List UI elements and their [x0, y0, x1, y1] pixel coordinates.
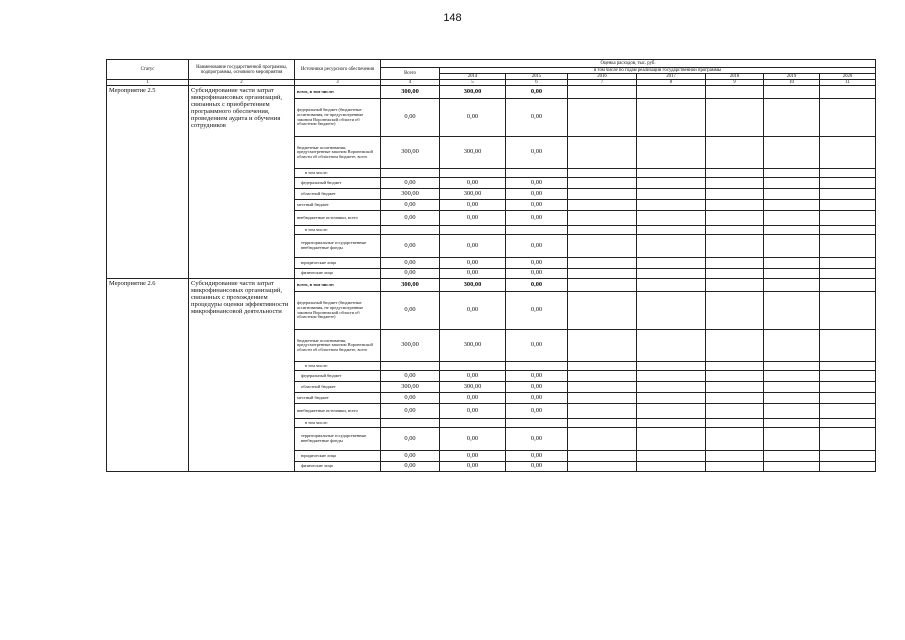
year-2018-cell — [706, 382, 764, 393]
year-2020-cell — [820, 419, 876, 428]
year-2017-cell — [637, 279, 706, 292]
column-index-6: 6 — [506, 80, 568, 86]
year-2018-cell — [706, 226, 764, 235]
year-2019-cell — [764, 137, 820, 169]
year-2020-cell — [820, 269, 876, 279]
header-name: Наименование государственной программы, подпрограммы, основного мероприятия — [189, 60, 295, 80]
year-2020-cell — [820, 330, 876, 362]
year-2020-cell — [820, 211, 876, 226]
year-2019-cell — [764, 200, 820, 211]
year-2018-cell — [706, 462, 764, 472]
year-2015-cell: 0,00 — [506, 99, 568, 137]
year-2019-cell — [764, 189, 820, 200]
year-2020-cell — [820, 362, 876, 371]
funding-source-cell: федеральный бюджет (бюджетные ассигнования, не предусмотренные законом Воронежской области об областном бюджете) — [295, 292, 381, 330]
year-2018-cell — [706, 419, 764, 428]
year-2015-cell: 0,00 — [506, 86, 568, 99]
total-cell — [381, 226, 440, 235]
year-2017-cell — [637, 226, 706, 235]
year-2019-cell — [764, 235, 820, 258]
funding-source-cell: областной бюджет — [295, 382, 381, 393]
year-2014-cell: 0,00 — [440, 99, 506, 137]
total-cell: 0,00 — [381, 200, 440, 211]
year-2019-cell — [764, 258, 820, 269]
total-cell: 0,00 — [381, 404, 440, 419]
year-2018-cell — [706, 279, 764, 292]
year-2016-cell — [568, 269, 637, 279]
year-2017-cell — [637, 393, 706, 404]
year-2015-cell: 0,00 — [506, 371, 568, 382]
funding-source-cell: всего, в том числе: — [295, 279, 381, 292]
year-2019-cell — [764, 226, 820, 235]
year-2014-cell: 0,00 — [440, 292, 506, 330]
year-2015-cell — [506, 169, 568, 178]
year-2015-cell: 0,00 — [506, 235, 568, 258]
year-2019-cell — [764, 269, 820, 279]
header-year-2017: 2017 — [637, 74, 706, 80]
funding-source-cell: внебюджетные источники, всего — [295, 211, 381, 226]
year-2014-cell: 0,00 — [440, 462, 506, 472]
header-status: Статус — [107, 60, 189, 80]
year-2020-cell — [820, 258, 876, 269]
funding-source-cell: в том числе: — [295, 419, 381, 428]
year-2014-cell — [440, 362, 506, 371]
total-cell — [381, 419, 440, 428]
year-2017-cell — [637, 292, 706, 330]
year-2014-cell: 0,00 — [440, 178, 506, 189]
funding-source-cell: местный бюджет — [295, 200, 381, 211]
total-cell: 0,00 — [381, 393, 440, 404]
total-cell: 0,00 — [381, 462, 440, 472]
funding-source-cell: бюджетные ассигнования, предусмотренные законом Воронежской области об областном бюджете, всего — [295, 330, 381, 362]
year-2017-cell — [637, 200, 706, 211]
funding-source-cell: физические лица — [295, 269, 381, 279]
year-2016-cell — [568, 169, 637, 178]
year-2016-cell — [568, 330, 637, 362]
year-2014-cell: 0,00 — [440, 235, 506, 258]
year-2016-cell — [568, 462, 637, 472]
year-2014-cell: 0,00 — [440, 258, 506, 269]
year-2018-cell — [706, 393, 764, 404]
year-2015-cell: 0,00 — [506, 330, 568, 362]
year-2017-cell — [637, 178, 706, 189]
year-2015-cell: 0,00 — [506, 279, 568, 292]
year-2016-cell — [568, 137, 637, 169]
year-2016-cell — [568, 226, 637, 235]
column-index-11: 11 — [820, 80, 876, 86]
year-2019-cell — [764, 292, 820, 330]
year-2018-cell — [706, 99, 764, 137]
year-2017-cell — [637, 99, 706, 137]
year-2018-cell — [706, 258, 764, 269]
year-2018-cell — [706, 362, 764, 371]
header-by-years: в том числе по годам реализации государственной программы — [440, 68, 876, 74]
year-2020-cell — [820, 404, 876, 419]
year-2018-cell — [706, 371, 764, 382]
column-index-7: 7 — [568, 80, 637, 86]
year-2014-cell — [440, 169, 506, 178]
year-2017-cell — [637, 404, 706, 419]
table-row — [107, 86, 876, 99]
year-2020-cell — [820, 371, 876, 382]
year-2017-cell — [637, 137, 706, 169]
year-2016-cell — [568, 200, 637, 211]
year-2015-cell: 0,00 — [506, 462, 568, 472]
funding-source-cell: федеральный бюджет — [295, 178, 381, 189]
year-2017-cell — [637, 382, 706, 393]
total-cell: 300,00 — [381, 330, 440, 362]
year-2020-cell — [820, 99, 876, 137]
measure-name-cell: Субсидирование части затрат микрофинансовых организаций, связанных с приобретением программного обеспечения, проведением аудита и обучения сотрудников — [189, 86, 295, 279]
year-2016-cell — [568, 393, 637, 404]
year-2015-cell: 0,00 — [506, 211, 568, 226]
year-2020-cell — [820, 178, 876, 189]
year-2017-cell — [637, 269, 706, 279]
year-2016-cell — [568, 86, 637, 99]
total-cell: 300,00 — [381, 189, 440, 200]
year-2014-cell: 300,00 — [440, 137, 506, 169]
year-2017-cell — [637, 371, 706, 382]
year-2017-cell — [637, 362, 706, 371]
year-2015-cell — [506, 419, 568, 428]
year-2019-cell — [764, 86, 820, 99]
year-2016-cell — [568, 362, 637, 371]
year-2015-cell: 0,00 — [506, 189, 568, 200]
year-2016-cell — [568, 451, 637, 462]
header-year-2020: 2020 — [820, 74, 876, 80]
header-year-2016: 2016 — [568, 74, 637, 80]
year-2018-cell — [706, 200, 764, 211]
year-2020-cell — [820, 169, 876, 178]
total-cell: 0,00 — [381, 292, 440, 330]
funding-source-cell: федеральный бюджет — [295, 371, 381, 382]
year-2020-cell — [820, 235, 876, 258]
total-cell — [381, 169, 440, 178]
year-2017-cell — [637, 258, 706, 269]
year-2019-cell — [764, 462, 820, 472]
year-2017-cell — [637, 211, 706, 226]
year-2019-cell — [764, 393, 820, 404]
funding-source-cell: юридические лица — [295, 258, 381, 269]
year-2016-cell — [568, 428, 637, 451]
year-2019-cell — [764, 178, 820, 189]
header-year-2018: 2018 — [706, 74, 764, 80]
header-year-2019: 2019 — [764, 74, 820, 80]
funding-source-cell: в том числе: — [295, 362, 381, 371]
year-2019-cell — [764, 382, 820, 393]
total-cell: 0,00 — [381, 428, 440, 451]
year-2017-cell — [637, 428, 706, 451]
year-2018-cell — [706, 451, 764, 462]
funding-source-cell: федеральный бюджет (бюджетные ассигнования, не предусмотренные законом Воронежской области об областном бюджете) — [295, 99, 381, 137]
year-2016-cell — [568, 404, 637, 419]
funding-source-cell: в том числе: — [295, 169, 381, 178]
year-2018-cell — [706, 189, 764, 200]
year-2017-cell — [637, 86, 706, 99]
column-index-1: 1 — [107, 80, 189, 86]
column-index-9: 9 — [706, 80, 764, 86]
year-2015-cell: 0,00 — [506, 178, 568, 189]
total-cell: 0,00 — [381, 269, 440, 279]
funding-source-cell: внебюджетные источники, всего — [295, 404, 381, 419]
year-2019-cell — [764, 419, 820, 428]
year-2018-cell — [706, 292, 764, 330]
year-2017-cell — [637, 462, 706, 472]
total-cell: 0,00 — [381, 211, 440, 226]
year-2020-cell — [820, 451, 876, 462]
funding-source-cell: бюджетные ассигнования, предусмотренные законом Воронежской области об областном бюджете, всего — [295, 137, 381, 169]
year-2019-cell — [764, 371, 820, 382]
year-2015-cell: 0,00 — [506, 269, 568, 279]
total-cell: 300,00 — [381, 279, 440, 292]
year-2016-cell — [568, 99, 637, 137]
funding-source-cell: областной бюджет — [295, 189, 381, 200]
year-2014-cell: 0,00 — [440, 211, 506, 226]
table-header — [107, 60, 876, 86]
column-index-5: 5 — [440, 80, 506, 86]
year-2017-cell — [637, 330, 706, 362]
total-cell: 0,00 — [381, 258, 440, 269]
funding-source-cell: всего, в том числе: — [295, 86, 381, 99]
year-2014-cell: 0,00 — [440, 371, 506, 382]
header-total: Всего — [381, 68, 440, 80]
year-2015-cell: 0,00 — [506, 292, 568, 330]
total-cell: 300,00 — [381, 137, 440, 169]
column-index-2: 2 — [189, 80, 295, 86]
column-index-4: 4 — [381, 80, 440, 86]
year-2018-cell — [706, 137, 764, 169]
header-source: Источники ресурсного обеспечения — [295, 60, 381, 80]
year-2018-cell — [706, 211, 764, 226]
year-2020-cell — [820, 189, 876, 200]
year-2014-cell: 300,00 — [440, 279, 506, 292]
total-cell: 0,00 — [381, 451, 440, 462]
year-2020-cell — [820, 86, 876, 99]
year-2014-cell: 0,00 — [440, 428, 506, 451]
total-cell: 0,00 — [381, 371, 440, 382]
year-2019-cell — [764, 451, 820, 462]
year-2016-cell — [568, 235, 637, 258]
year-2019-cell — [764, 330, 820, 362]
year-2019-cell — [764, 428, 820, 451]
year-2014-cell: 0,00 — [440, 393, 506, 404]
year-2014-cell: 300,00 — [440, 330, 506, 362]
total-cell: 0,00 — [381, 178, 440, 189]
year-2016-cell — [568, 382, 637, 393]
measure-name-cell: Субсидирование части затрат микрофинансовых организаций, связанных с прохождением процедуры оценки эффективности микрофинансовой деятельности — [189, 279, 295, 472]
funding-source-cell: территориальные государственные внебюджетные фонды — [295, 235, 381, 258]
year-2016-cell — [568, 258, 637, 269]
year-2020-cell — [820, 292, 876, 330]
year-2014-cell: 0,00 — [440, 269, 506, 279]
funding-source-cell: в том числе: — [295, 226, 381, 235]
year-2015-cell: 0,00 — [506, 393, 568, 404]
expense-table — [106, 59, 876, 472]
year-2014-cell — [440, 226, 506, 235]
year-2017-cell — [637, 451, 706, 462]
year-2016-cell — [568, 292, 637, 330]
table-body — [107, 86, 876, 472]
year-2017-cell — [637, 169, 706, 178]
header-year-2015: 2015 — [506, 74, 568, 80]
year-2018-cell — [706, 235, 764, 258]
year-2020-cell — [820, 382, 876, 393]
year-2016-cell — [568, 419, 637, 428]
header-estimate: Оценка расходов, тыс. руб. — [381, 60, 876, 68]
year-2015-cell: 0,00 — [506, 428, 568, 451]
page-number: 148 — [443, 12, 462, 24]
total-cell: 300,00 — [381, 86, 440, 99]
year-2019-cell — [764, 99, 820, 137]
year-2015-cell: 0,00 — [506, 258, 568, 269]
total-cell: 0,00 — [381, 235, 440, 258]
year-2020-cell — [820, 279, 876, 292]
year-2019-cell — [764, 211, 820, 226]
year-2018-cell — [706, 330, 764, 362]
year-2018-cell — [706, 404, 764, 419]
total-cell: 300,00 — [381, 382, 440, 393]
funding-source-cell: местный бюджет — [295, 393, 381, 404]
column-index-3: 3 — [295, 80, 381, 86]
year-2015-cell: 0,00 — [506, 404, 568, 419]
funding-source-cell: физические лица — [295, 462, 381, 472]
year-2015-cell — [506, 226, 568, 235]
year-2016-cell — [568, 371, 637, 382]
year-2015-cell: 0,00 — [506, 137, 568, 169]
status-cell: Мероприятие 2.6 — [107, 279, 189, 472]
year-2015-cell — [506, 362, 568, 371]
year-2015-cell: 0,00 — [506, 382, 568, 393]
year-2014-cell: 0,00 — [440, 404, 506, 419]
year-2014-cell: 300,00 — [440, 86, 506, 99]
year-2018-cell — [706, 269, 764, 279]
year-2020-cell — [820, 462, 876, 472]
year-2015-cell: 0,00 — [506, 451, 568, 462]
year-2019-cell — [764, 404, 820, 419]
year-2016-cell — [568, 189, 637, 200]
year-2017-cell — [637, 235, 706, 258]
total-cell: 0,00 — [381, 99, 440, 137]
status-cell: Мероприятие 2.5 — [107, 86, 189, 279]
funding-source-cell: юридические лица — [295, 451, 381, 462]
header-year-2014: 2014 — [440, 74, 506, 80]
funding-source-cell: территориальные государственные внебюджетные фонды — [295, 428, 381, 451]
year-2014-cell: 300,00 — [440, 382, 506, 393]
year-2017-cell — [637, 189, 706, 200]
year-2014-cell: 300,00 — [440, 189, 506, 200]
year-2019-cell — [764, 362, 820, 371]
column-index-8: 8 — [637, 80, 706, 86]
year-2014-cell — [440, 419, 506, 428]
year-2019-cell — [764, 279, 820, 292]
year-2014-cell: 0,00 — [440, 200, 506, 211]
table-row — [107, 279, 876, 292]
year-2020-cell — [820, 393, 876, 404]
year-2016-cell — [568, 178, 637, 189]
year-2018-cell — [706, 428, 764, 451]
year-2015-cell: 0,00 — [506, 200, 568, 211]
year-2016-cell — [568, 279, 637, 292]
year-2020-cell — [820, 200, 876, 211]
total-cell — [381, 362, 440, 371]
year-2018-cell — [706, 169, 764, 178]
year-2016-cell — [568, 211, 637, 226]
year-2019-cell — [764, 169, 820, 178]
year-2020-cell — [820, 428, 876, 451]
year-2020-cell — [820, 226, 876, 235]
year-2018-cell — [706, 86, 764, 99]
year-2014-cell: 0,00 — [440, 451, 506, 462]
year-2017-cell — [637, 419, 706, 428]
year-2020-cell — [820, 137, 876, 169]
column-index-10: 10 — [764, 80, 820, 86]
year-2018-cell — [706, 178, 764, 189]
